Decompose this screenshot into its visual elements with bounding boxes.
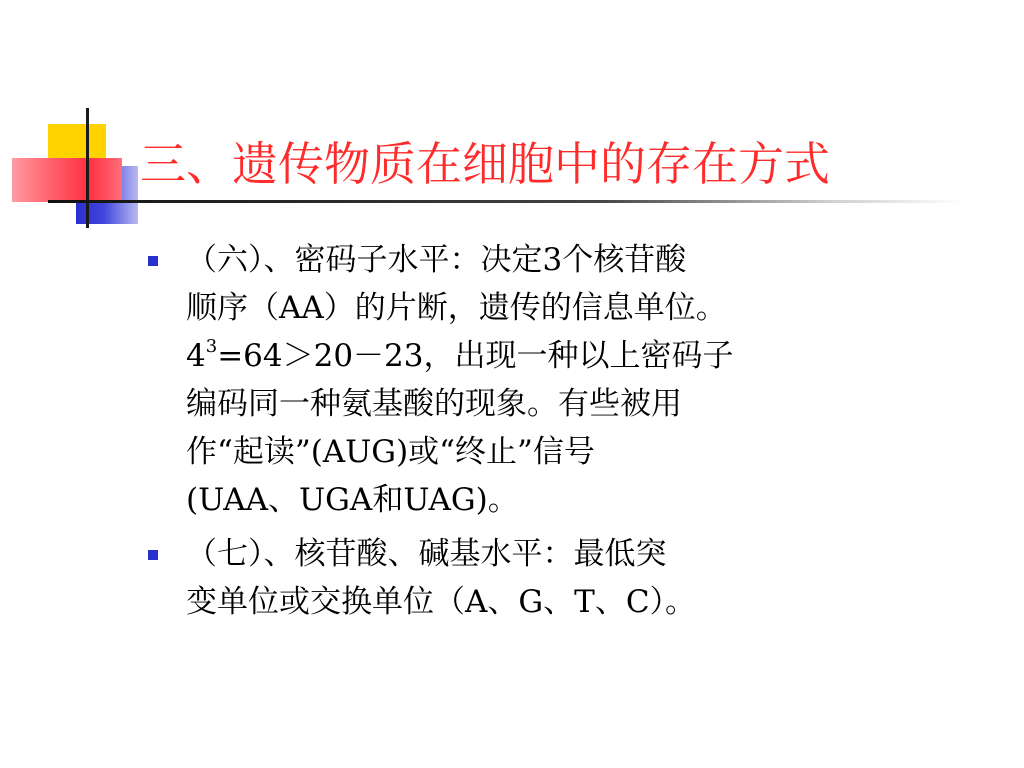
square-bullet-icon <box>148 550 158 560</box>
formula-line <box>186 332 868 380</box>
text-line: 编码同一种氨基酸的现象。有些被用 <box>186 386 682 422</box>
bullet-item-nucleotide-level <box>148 530 868 626</box>
bullet-list <box>148 236 868 632</box>
square-bullet-icon <box>148 256 158 266</box>
decor-red-bar <box>12 158 122 202</box>
formula-base: 4 <box>186 338 206 374</box>
text-line: (UAA、UGA和UAG)。 <box>186 482 519 518</box>
formula-rest: =64＞20－23，出现一种以上密码子 <box>217 338 734 374</box>
title-underline <box>48 200 968 203</box>
text-line: 顺序（AA）的片断，遗传的信息单位。 <box>186 290 727 326</box>
formula-exponent: 3 <box>205 336 218 357</box>
decor-vertical-line <box>86 108 89 228</box>
text-line: 变单位或交换单位（A、G、T、C）。 <box>186 584 697 620</box>
text-line: （六）、密码子水平：决定3个核苷酸 <box>186 242 687 278</box>
slide-title: 三、遗传物质在细胞中的存在方式 <box>140 137 830 191</box>
bullet-item-codon-level <box>148 236 868 524</box>
text-line: 作“起读”(AUG)或“终止”信号 <box>186 434 595 470</box>
text-line: （七）、核苷酸、碱基水平：最低突 <box>186 536 667 572</box>
